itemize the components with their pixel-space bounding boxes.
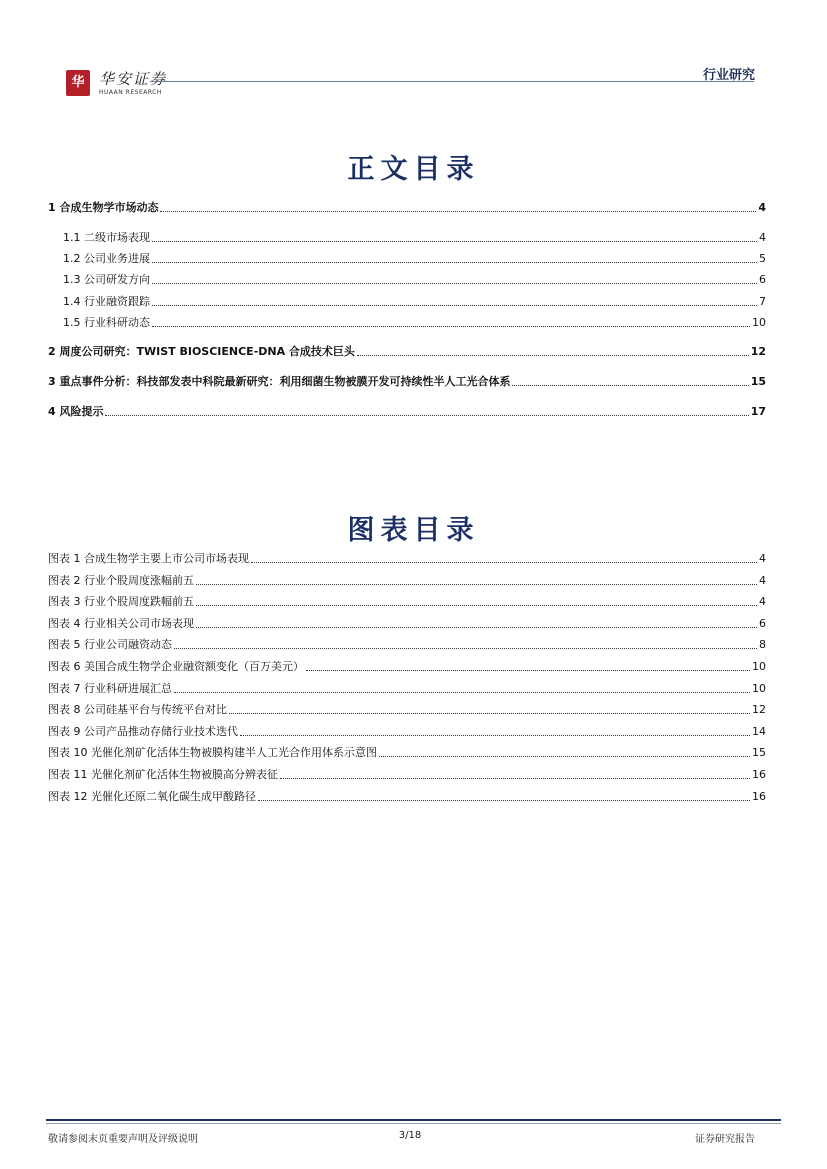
figure-entry-title: 图表 12 光催化还原二氧化碳生成甲酸路径	[48, 789, 256, 803]
toc-entry[interactable]	[63, 229, 766, 245]
toc-entry-page: 6	[759, 273, 766, 286]
dot-leader	[196, 584, 757, 585]
dot-leader	[152, 241, 757, 242]
page-header	[0, 0, 827, 110]
header-report-type: 行业研究	[702, 68, 755, 83]
figure-entry-title: 图表 11 光催化剂矿化活体生物被膜高分辨表征	[48, 768, 278, 781]
toc-entry-page: 4	[758, 201, 766, 214]
toc-entry-title: 1.3 公司研发方向	[63, 273, 150, 286]
figure-entry-page: 12	[752, 703, 766, 717]
dot-leader	[152, 305, 757, 306]
toc-entry[interactable]	[63, 314, 766, 330]
footer-divider-thin	[46, 1123, 781, 1124]
toc-entry[interactable]	[48, 373, 766, 389]
figure-entry[interactable]	[48, 572, 766, 588]
figure-entry-page: 10	[752, 660, 766, 673]
footer-report-label: 证券研究报告	[695, 1134, 755, 1145]
toc-entry-title: 1.5 行业科研动态	[63, 316, 150, 329]
figure-entry[interactable]	[48, 615, 766, 631]
dot-leader	[152, 283, 757, 284]
dot-leader	[357, 355, 749, 356]
toc-entry[interactable]	[48, 343, 766, 359]
dot-leader	[379, 756, 750, 757]
figure-entry[interactable]	[48, 593, 766, 609]
figure-entry[interactable]	[48, 744, 766, 760]
dot-leader	[105, 415, 748, 416]
figure-entry-title: 图表 6 美国合成生物学企业融资额变化（百万美元）	[48, 660, 304, 673]
footer-divider	[46, 1119, 781, 1121]
figure-entry[interactable]	[48, 723, 766, 739]
toc-entry-page: 17	[750, 405, 766, 418]
toc-entry-title: 1.2 公司业务进展	[63, 252, 150, 265]
figure-entry[interactable]	[48, 766, 766, 782]
dot-leader	[306, 670, 750, 671]
toc-entry-page: 12	[750, 345, 766, 358]
figures-title: 图表目录	[347, 515, 480, 546]
figure-entry-page: 4	[759, 552, 766, 565]
figure-entry-title: 图表 3 行业个股周度跌幅前五	[48, 595, 194, 609]
dot-leader	[196, 627, 757, 628]
figure-entry[interactable]	[48, 658, 766, 674]
figure-entry-page: 8	[759, 638, 766, 652]
dot-leader	[152, 262, 757, 263]
dot-leader	[229, 713, 750, 714]
toc-entry[interactable]	[63, 293, 766, 309]
figure-entry-page: 6	[759, 616, 766, 630]
figure-entry-title: 图表 9 公司产品推动存储行业技术迭代	[48, 724, 238, 738]
logo-chinese-name: 华安证券	[99, 70, 168, 88]
figure-entry-page: 4	[759, 573, 766, 587]
figure-entry-title: 图表 7 行业科研进展汇总	[48, 681, 172, 695]
logo-english-name: HUAAN RESEARCH	[99, 89, 162, 96]
logo-seal-icon: 华	[66, 70, 90, 96]
figure-entry-title: 图表 2 行业个股周度涨幅前五	[48, 573, 194, 587]
figure-entry-page: 10	[752, 681, 766, 695]
figure-entry-page: 15	[752, 746, 766, 760]
toc-entry-title: 1 合成生物学市场动态	[48, 201, 159, 214]
toc-entry-title: 4 风险提示	[48, 405, 104, 418]
dot-leader	[512, 385, 748, 386]
figure-entry-title: 图表 8 公司硅基平台与传统平台对比	[48, 703, 227, 717]
toc-entry-title: 2 周度公司研究：TWIST BIOSCIENCE-DNA 合成技术巨头	[48, 345, 355, 358]
figure-entry-page: 16	[752, 768, 766, 781]
toc-entry-page: 15	[750, 375, 766, 388]
dot-leader	[196, 605, 757, 606]
toc-title: 正文目录	[347, 154, 480, 185]
figure-entry-page: 14	[752, 724, 766, 738]
toc-entry-title: 1.1 二级市场表现	[63, 231, 150, 244]
dot-leader	[174, 648, 757, 649]
figure-entry[interactable]	[48, 680, 766, 696]
figure-entry-title: 图表 1 合成生物学主要上市公司市场表现	[48, 552, 249, 565]
toc-entry-title: 3 重点事件分析：科技部发表中科院最新研究：利用细菌生物被膜开发可持续性半人工光合体系	[48, 375, 511, 388]
toc-entry-page: 5	[759, 252, 766, 265]
dot-leader	[152, 326, 750, 327]
page-number: 3/18	[398, 1130, 422, 1141]
dot-leader	[174, 692, 750, 693]
footer-disclaimer: 敬请参阅末页重要声明及评级说明	[48, 1134, 198, 1145]
figure-entry-title: 图表 5 行业公司融资动态	[48, 638, 172, 652]
header-divider	[150, 81, 754, 82]
figure-entry-page: 4	[759, 595, 766, 609]
toc-entry-page: 10	[752, 316, 766, 329]
figure-entry-title: 图表 10 光催化剂矿化活体生物被膜构建半人工光合作用体系示意图	[48, 746, 377, 760]
toc-entry[interactable]	[63, 271, 766, 287]
figure-entry-page: 16	[752, 789, 766, 803]
dot-leader	[280, 778, 750, 779]
figure-entry[interactable]	[48, 788, 766, 804]
figure-entry[interactable]	[48, 636, 766, 652]
toc-entry[interactable]	[63, 250, 766, 266]
figure-entry[interactable]	[48, 701, 766, 717]
dot-leader	[240, 735, 750, 736]
toc-entry[interactable]	[48, 199, 766, 215]
toc-entry[interactable]	[48, 403, 766, 419]
toc-entry-page: 4	[759, 231, 766, 244]
dot-leader	[160, 211, 756, 212]
figure-entry[interactable]	[48, 550, 766, 566]
figure-entry-title: 图表 4 行业相关公司市场表现	[48, 616, 194, 630]
toc-entry-title: 1.4 行业融资跟踪	[63, 295, 150, 308]
dot-leader	[251, 562, 757, 563]
dot-leader	[258, 800, 750, 801]
toc-entry-page: 7	[759, 295, 766, 308]
